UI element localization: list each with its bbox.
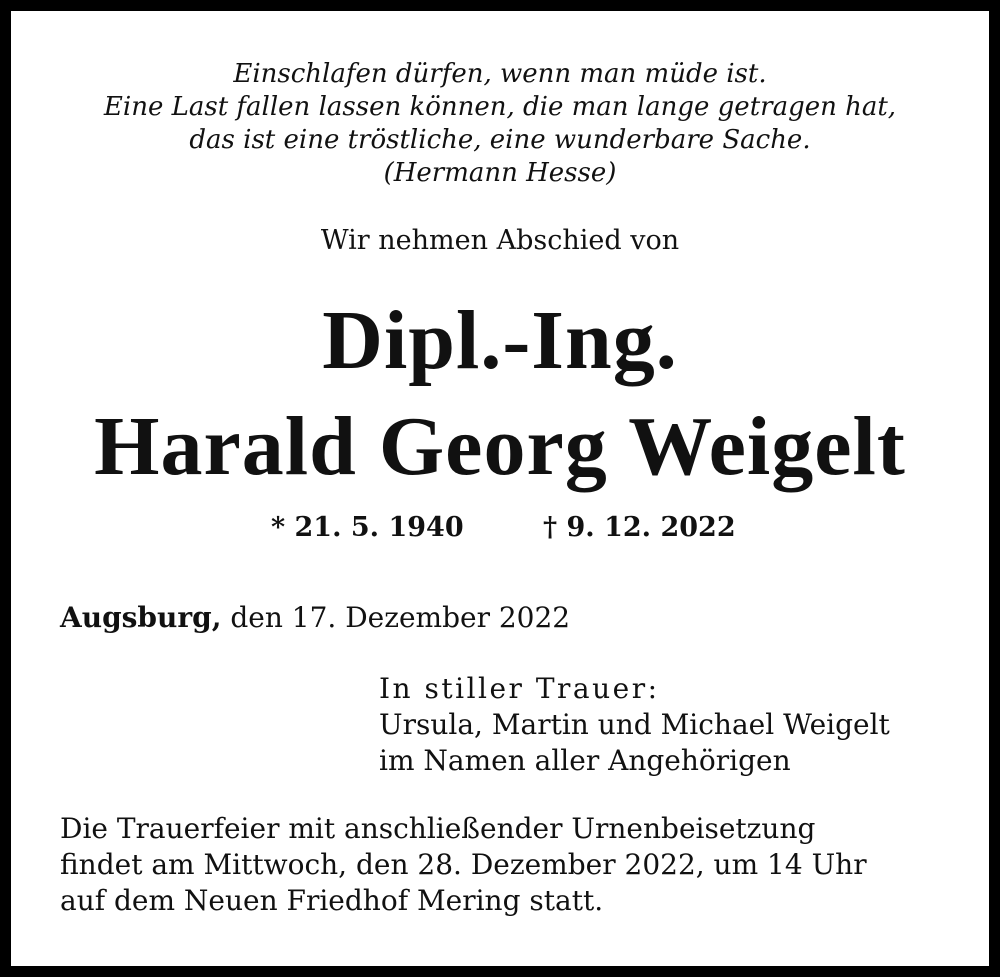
intro-text: Wir nehmen Abschied von xyxy=(320,225,680,256)
quote-author: (Hermann Hesse) xyxy=(383,158,617,188)
mourners-note: im Namen aller Angehörigen xyxy=(379,744,791,777)
ceremony-line-3: auf dem Neuen Friedhof Mering statt. xyxy=(60,884,604,917)
quote-line-1: Einschlafen dürfen, wenn man müde ist. xyxy=(233,59,767,89)
deceased-title: Dipl.-Ing. xyxy=(322,294,678,387)
place: Augsburg, xyxy=(60,601,222,634)
place-date-line xyxy=(60,600,570,636)
deceased-name: Harald Georg Weigelt xyxy=(94,400,906,493)
mourners-heading: In stiller Trauer: xyxy=(379,672,660,705)
quote-line-3: das ist eine tröstliche, eine wunderbare Sache. xyxy=(189,125,811,155)
quote-line-2: Eine Last fallen lassen können, die man lange getragen hat, xyxy=(103,92,897,122)
mourners-names: Ursula, Martin und Michael Weigelt xyxy=(379,708,890,741)
ceremony-line-1: Die Trauerfeier mit anschließender Urnenbeisetzung xyxy=(60,812,816,845)
birth-date: * 21. 5. 1940 xyxy=(271,512,464,543)
notice-date: den 17. Dezember 2022 xyxy=(221,601,571,634)
death-date: † 9. 12. 2022 xyxy=(543,512,736,543)
ceremony-line-2: findet am Mittwoch, den 28. Dezember 2022, um 14 Uhr xyxy=(60,848,867,881)
